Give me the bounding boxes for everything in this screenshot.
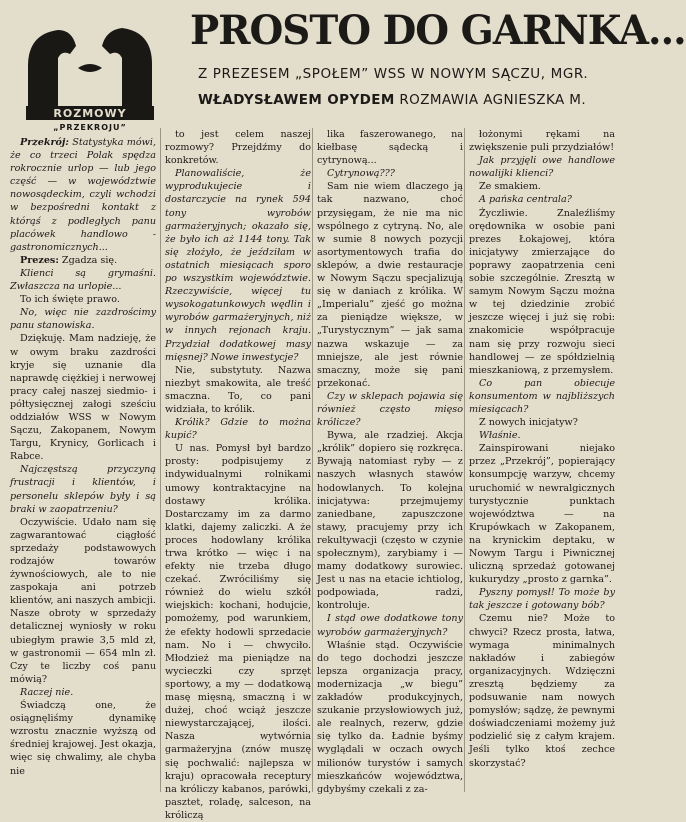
paragraph-text: Ze smakiem.	[479, 181, 541, 193]
paragraph	[10, 463, 156, 515]
paragraph-text: Oczywiście. Udało nam się zagwarantować ciągłość sprzedaży podstawowych rodzajów towarów żywnościowych, ale to nie zaspokaja ani potrzeb klientów, ani naszych ambicji. Nasze obroty w sprzedaży detalicznej wyniosły w roku ubiegłym prawie 3,5 mld zł, w gastronomii — 654 mln zł. Czy te liczby coś panu mówią?	[10, 516, 156, 685]
paragraph-text: łożonymi rękami na zwiększenie puli przydziałów!	[469, 129, 615, 154]
paragraph-text: Dziękuję. Mam nadzieję, że w owym braku zazdrości kryje się uznanie dla naprawdę ciężkiej i nerwowej pracy całej naszej siedmio- i półtysięcznej załogi sześciu oddziałów WSS w Nowym Sączu, Zakopanem, Nowym Targu, Krynicy, Gorlicach i Rabce.	[10, 333, 156, 463]
paragraph	[469, 180, 615, 193]
subtitle-line-1: Z PREZESEM „SPOŁEM” WSS W NOWYM SĄCZU, MGR.	[198, 66, 589, 82]
paragraph-text: U nas. Pomysł był bardzo prosty: podpisujemy z indywidualnymi rolnikami umowy kontraktacyjne na dostawy królika. Dostarczamy im za darmo klatki, dajemy zaliczki. A że proces hodowlany królika trwa krótko — więc i na efekty nie trzeba długo czekać. Zwróciliśmy się również do wielu szkół wiejskich: kochani, hodujcie, pomożemy, pod warunkiem, że efekty hodowli sprzedacie nam. No i — chwyciło. Młodzież ma pieniądze na wycieczki czy sprzęt sportowy, a my — dodatkową masę mięsną, smaczną i w dużej, choć wciąż jeszcze niewystarczającej, ilości. Nasza wytwórnia garmażeryjna (znów muszę się pochwalić: najlepsza w kraju) opracowała receptury na króliczy kabanos, parówki, pasztet, roladę, salceson, na króliczą	[165, 443, 311, 821]
paragraph-text: Raczej nie.	[20, 686, 74, 698]
paragraph-text: To ich święte prawo.	[20, 294, 120, 306]
speaker-label: Prezes:	[20, 254, 59, 266]
paragraph	[10, 293, 156, 306]
paragraph-text: Właśnie stąd. Oczywiście do tego dochodzi jeszcze lepsza organizacja pracy, modernizacja „w biegu” zakładów produkcyjnych, szukanie przysłowiowych już, ale realnych, rezerw, gdzie się tylko da. Ładnie byśmy wyglądali w oczach owych milionów turystów i samych mieszkańców województwa, gdybyśmy czekali z za-	[317, 639, 463, 795]
text-column-4	[469, 128, 615, 770]
paragraph	[469, 586, 615, 612]
paragraph-text: A pańska centrala?	[479, 194, 572, 206]
paragraph	[317, 639, 463, 796]
paragraph-text: Statystyka mówi, że co trzeci Polak spędza rokrocznie urlop — lub jego część — w województwie nowosądeckim, czyli wchodzi w bezpośredni kontakt z którąś z podległych panu placówek handlowo - gastronomicznych...	[10, 137, 156, 253]
logo-przekroju: „PRZEKROJU”	[53, 123, 127, 132]
paragraph	[469, 429, 615, 442]
paragraph-text: Cytrynową???	[327, 168, 395, 180]
paragraph-text: Najczęstszą przyczyną frustracji i klientów, i personelu sklepów były i są braki w zaopatrzeniu?	[10, 464, 156, 515]
paragraph-text: Świadczą one, że osiągnęliśmy dynamikę wzrostu znacznie wyższą od średniej krajowej. Jest okazja, więc się chwalimy, ale chyba nie	[10, 700, 156, 777]
paragraph	[469, 193, 615, 206]
paragraph	[10, 267, 156, 293]
text-column-1	[10, 136, 156, 778]
paragraph-text: Życzliwie. Znaleźliśmy orędownika w osobie pani prezes Łokajowej, która inicjatywy zmierzające do poprawy zaopatrzenia ceni sobie szczególnie. Zresztą w samym Nowym Sączu można w tej dziedzinie zrobić jeszcze więcej i już się robi: znakomicie współpracuje nam się przy rozwoju sieci handlowej — ze spółdzielnią mieszkaniową, z przemysłem.	[469, 207, 615, 376]
paragraph	[317, 390, 463, 429]
paragraph-text: Planowaliście, że wyprodukujecie i dostarczycie na rynek 594 tony wyrobów garmażeryjnych; okazało się, że było ich aż 1144 tony. Tak się złożyło, że jeździłam w ostatnich miesiącach sporo po wszystkim województwie. Rzeczywiście, więcej tu wysokogatunkowych wędlin i wyrobów garmażeryjnych, niż w innych rejonach kraju. Przydział dodatkowej masy mięsnej? Nowe inwestycje?	[165, 168, 311, 363]
speaker-label: Przekrój:	[20, 137, 69, 148]
paragraph	[469, 128, 615, 154]
paragraph-text: Czemu nie? Może to chwyci? Rzecz prosta, łatwa, wymaga minimalnych nakładów i zabiegów organizacyjnych. Wdzięczni zresztą będziemy za podsuwanie nam nowych pomysłów; sądzę, że pewnymi doświadczeniami możemy już podzielić się z całym krajem. Jeśli tylko ktoś zechce skorzystać?	[469, 613, 615, 769]
paragraph-text: Zainspirowani niejako przez „Przekrój”, popierający konsumpcję warzyw, chcemy uruchomić w newralgicznych turystycznie punktach województwa — na Krupówkach w Zakopanem, na krynickim deptaku, w Nowym Targu i Piwnicznej uliczną sprzedaż gotowanej kukurydzy „prosto z garnka”.	[469, 443, 615, 586]
paragraph	[317, 128, 463, 167]
paragraph	[10, 136, 156, 254]
paragraph-text: Bywa, ale rzadziej. Akcja „królik” dopiero się rozkręca. Bywają natomiast ryby — z naszych własnych stawów hodowlanych. To kolejna inicjatywa: przejmujemy zaniedbane, zapuszczone stawy, pracujemy przy ich rekultywacji (często w czynie społecznym), zarybiamy i — mamy dodatkowy surowiec. Jest u nas na etacie ichtiolog, podpowiada, radzi, kontroluje.	[317, 430, 463, 612]
paragraph	[317, 612, 463, 638]
text-column-2	[165, 128, 311, 822]
paragraph-text: lika faszerowanego, na kiełbasę sądecką i cytrynową...	[317, 129, 463, 167]
paragraph	[10, 332, 156, 463]
paragraph-text: No, więc nie zazdrościmy panu stanowiska.	[10, 307, 156, 332]
paragraph-text: Z nowych inicjatyw?	[479, 417, 578, 429]
paragraph	[165, 128, 311, 167]
paragraph	[10, 699, 156, 778]
column-divider	[464, 128, 465, 792]
paragraph	[469, 207, 615, 377]
paragraph-text: to jest celem naszej rozmowy? Przejdźmy do konkretów.	[165, 129, 311, 167]
paragraph	[165, 442, 311, 822]
paragraph-text: Jak przyjęli owe handlowe nowalijki klienci?	[469, 155, 615, 180]
paragraph	[469, 416, 615, 429]
paragraph-text: I stąd owe dodatkowe tony wyrobów garmażeryjnych?	[317, 613, 463, 638]
column-divider	[160, 128, 161, 792]
column-divider	[312, 128, 313, 792]
paragraph	[317, 167, 463, 180]
paragraph-text: Klienci są grymaśni. Zwłaszcza na urlopie...	[10, 267, 156, 293]
paragraph	[165, 167, 311, 363]
logo-rozmowy: ROZMOWY	[53, 107, 127, 120]
paragraph-text: Sam nie wiem dlaczego ją tak nazwano, choć przysięgam, że nie ma nic wspólnego z cytryną. No, ale w sumie 8 nowych pozycji asortymentowych trafia do sklepów, a dwie restauracje w Nowym Sączu specjalizują się w daniach z królika. W „Imperialu” zjeść go można za pieniądze większe, w „Turystycznym” — jak sama nazwa wskazuje — za mniejsze, ale jest równie smaczny, może się pani przekonać.	[317, 181, 463, 389]
paragraph-text: Czy w sklepach pojawia się również często mięso królicze?	[317, 390, 463, 429]
paragraph	[317, 180, 463, 390]
paragraph	[10, 686, 156, 699]
paragraph	[469, 377, 615, 416]
subtitle-end: ROZMAWIA AGNIESZKA M.	[399, 92, 587, 108]
subtitle-name: WŁADYSŁAWEM OPYDEM	[198, 92, 395, 108]
paragraph	[317, 429, 463, 612]
paragraph-text: Pyszny pomysł! To może by tak jeszcze i gotowany bób?	[469, 587, 615, 612]
paragraph-text: Królik? Gdzie to można kupić?	[165, 417, 311, 442]
text-column-3	[317, 128, 463, 796]
paragraph	[469, 442, 615, 586]
paragraph-text: Nie, substytuty. Nazwa niezbyt smakowita, ale treść smaczna. To, co pani widziała, to królik.	[165, 364, 311, 415]
paragraph	[10, 516, 156, 686]
paragraph-text: Zgadza się.	[58, 254, 118, 266]
paragraph-text: Właśnie.	[479, 430, 521, 442]
article-title: PROSTO DO GARNKA...	[190, 7, 686, 54]
subtitle-line-2	[198, 92, 613, 108]
paragraph	[165, 364, 311, 416]
paragraph	[10, 306, 156, 332]
paragraph	[10, 254, 156, 267]
paragraph	[165, 416, 311, 442]
paragraph	[469, 154, 615, 180]
paragraph-text: Co pan obiecuje konsumentom w najbliższych miesiącach?	[469, 377, 615, 415]
rozmowy-przekroju-logo	[10, 6, 170, 134]
paragraph	[469, 612, 615, 769]
